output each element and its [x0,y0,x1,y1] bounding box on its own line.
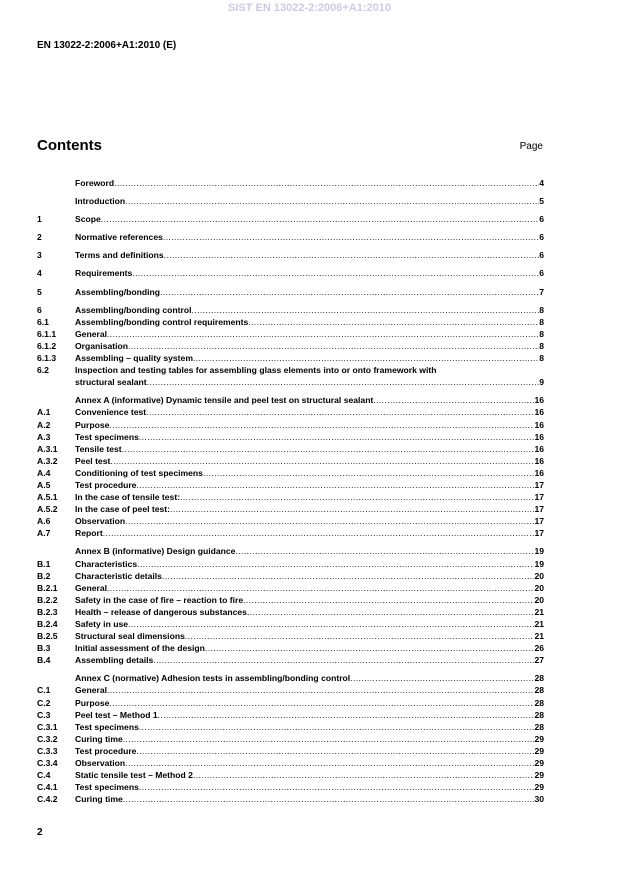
toc-entry-number: 6 [37,304,42,315]
toc-leader-dots [247,606,534,618]
toc-entry-number: C.2 [37,697,51,708]
toc-entry-page: 27 [534,655,544,666]
toc-entry[interactable] [37,231,544,243]
toc-entry-title: Static tensile test – Method 2 [75,770,193,781]
toc-entry-title: Observation [75,516,126,527]
toc-entry[interactable] [37,709,544,721]
toc-leader-dots [107,328,539,340]
toc-entry-title: Report [75,528,103,539]
toc-entry-title: Safety in the case of fire – reaction to fire [75,594,244,605]
toc-entry-title: In the case of peel test: [75,504,171,515]
toc-entry[interactable] [37,286,544,298]
toc-entry-page: 8 [539,304,544,315]
toc-entry[interactable] [37,195,544,207]
toc-entry-page: 17 [534,516,544,527]
toc-entry-number: B.2.3 [37,606,58,617]
toc-entry-title: Tensile test [75,443,122,454]
toc-entry-title: Test specimens [75,782,139,793]
toc-entry-title: Curing time [75,794,123,805]
toc-entry-page: 6 [539,268,544,279]
page-column-label: Page [519,141,543,152]
toc-leader-dots [192,304,540,316]
toc-entry[interactable] [37,745,544,757]
toc-entry-page: 16 [534,419,544,430]
toc-entry-title: Purpose [75,697,110,708]
toc-leader-dots [153,654,534,666]
toc-entry-title: Test specimens [75,431,139,442]
toc-entry-number: A.3 [37,431,51,442]
toc-entry-number: A.5.1 [37,492,58,503]
toc-entry-page: 16 [534,443,544,454]
toc-entry-number: C.1 [37,685,51,696]
toc-entry[interactable] [37,213,544,225]
toc-entry-number: B.2.5 [37,631,58,642]
toc-entry-page: 19 [534,558,544,569]
toc-entry-number: A.2 [37,419,51,430]
document-id: EN 13022-2:2006+A1:2010 (E) [37,40,177,51]
toc-leader-dots [139,431,535,443]
toc-entry[interactable] [37,545,544,557]
toc-entry[interactable] [37,642,544,654]
toc-leader-dots [163,231,539,243]
toc-entry-number: C.4 [37,770,51,781]
toc-entry-number: A.6 [37,516,51,527]
toc-entry-title: Characteristics [75,558,138,569]
toc-entry[interactable] [37,443,544,455]
toc-entry[interactable] [37,177,544,189]
toc-entry-page: 28 [534,697,544,708]
toc-entry[interactable] [37,515,544,527]
toc-entry-page: 6 [539,250,544,261]
toc-entry-title: Characteristic details [75,570,162,581]
toc-leader-dots [164,249,540,261]
toc-entry-number: C.3.1 [37,721,58,732]
toc-entry[interactable] [37,364,544,376]
toc-entry-title: Annex C (normative) Adhesion tests in assembling/bonding control [75,673,351,684]
toc-leader-dots [373,394,534,406]
toc-entry-page: 20 [534,594,544,605]
toc-leader-dots [139,721,535,733]
toc-entry-title: Peel test [75,455,111,466]
toc-leader-dots [248,316,539,328]
toc-entry-page: 7 [539,286,544,297]
toc-entry-number: A.3.1 [37,443,58,454]
toc-entry-number: 6.1.3 [37,353,57,364]
toc-entry[interactable] [37,769,544,781]
toc-entry[interactable] [37,733,544,745]
toc-leader-dots [123,793,535,805]
toc-leader-dots [193,769,534,781]
toc-entry-number: 1 [37,214,42,225]
toc-entry-number: 6.1.2 [37,340,57,351]
toc-entry-page: 8 [539,353,544,364]
toc-entry-number: B.2.4 [37,619,58,629]
toc-entry[interactable] [37,340,544,352]
toc-leader-dots [180,491,534,503]
toc-leader-dots [110,455,534,467]
toc-leader-dots [103,527,535,539]
toc-leader-dots [137,558,534,570]
toc-entry[interactable] [37,594,544,606]
toc-entry-title: Test procedure [75,745,137,756]
toc-entry-page: 9 [539,377,544,388]
toc-entry-number: A.5.2 [37,504,58,515]
toc-entry-title: Foreword [75,178,115,188]
toc-leader-dots [146,406,534,418]
toc-entry-title: Assembling details [75,655,154,666]
toc-entry-page: 17 [534,528,544,539]
toc-entry-page: 8 [539,316,544,327]
toc-leader-dots [122,443,535,455]
toc-entry-page: 6 [539,232,544,243]
toc-entry-page: 29 [534,770,544,781]
toc-entry-page: 16 [534,407,544,418]
toc-entry-page: 28 [534,685,544,696]
toc-entry-number: 5 [37,286,42,297]
toc-entry-page: 30 [534,794,544,805]
toc-entry[interactable] [37,267,544,279]
toc-leader-dots [101,213,539,225]
toc-entry-page: 16 [534,395,544,406]
toc-leader-dots [107,582,534,594]
toc-entry-page: 6 [539,214,544,225]
toc-leader-dots [193,352,539,364]
toc-leader-dots [185,630,535,642]
toc-entry-title: Initial assessment of the design [75,643,205,654]
toc-entry-number: 4 [37,268,42,279]
toc-entry-title: General [75,685,108,696]
toc-entry-title: Annex B (informative) Design guidance [75,546,236,557]
toc-entry-title: Scope [75,214,101,225]
toc-entry-page: 5 [539,196,544,207]
toc-entry[interactable] [37,721,544,733]
toc-entry[interactable] [37,793,544,805]
toc-entry[interactable] [37,352,544,364]
toc-entry[interactable] [37,570,544,582]
toc-leader-dots [128,618,534,630]
toc-entry-page: 29 [534,733,544,744]
toc-entry-page: 21 [534,606,544,617]
toc-leader-dots [350,672,534,684]
toc-entry-title: In the case of tensile test: [75,492,181,503]
toc-entry-page: 16 [534,431,544,442]
toc-entry[interactable] [37,419,544,431]
toc-entry-number: 6.1 [37,316,49,327]
toc-leader-dots [136,745,534,757]
toc-entry-title: Assembling/bonding control [75,304,192,315]
toc-entry[interactable] [37,618,544,630]
toc-entry-number: B.2.2 [37,594,58,605]
toc-entry[interactable] [37,582,544,594]
toc-entry-number: 6.1.1 [37,328,57,339]
toc-entry-number: C.3.3 [37,745,58,756]
toc-entry[interactable] [37,431,544,443]
toc-entry-title: Observation [75,758,126,769]
toc-entry-title: Test procedure [75,479,137,490]
toc-entry-number: C.3.4 [37,758,58,769]
toc-entry[interactable] [37,672,544,684]
toc-entry-title: Safety in use [75,619,129,629]
toc-leader-dots [132,267,539,279]
toc-entry-number: B.2.1 [37,582,58,593]
toc-entry-page: 16 [534,455,544,466]
toc-leader-dots [114,177,539,189]
toc-entry-number: B.2 [37,570,51,581]
toc-entry-title: Inspection and testing tables for assembling glass elements into or onto framework with [75,365,437,376]
toc-leader-dots [136,479,534,491]
toc-entry-number: B.4 [37,655,51,666]
toc-leader-dots [107,684,534,696]
toc-entry-title: structural sealant [75,377,147,388]
toc-entry[interactable] [37,503,544,515]
toc-entry-page: 17 [534,479,544,490]
toc-entry[interactable] [37,684,544,696]
toc-entry[interactable] [37,697,544,709]
toc-leader-dots [139,781,535,793]
toc-entry-page: 17 [534,492,544,503]
toc-entry-page: 29 [534,745,544,756]
toc-entry-title: Health – release of dangerous substances [75,606,247,617]
toc-entry-page: 4 [539,178,544,188]
toc-leader-dots [109,419,534,431]
toc-leader-dots [125,515,534,527]
toc-entry-page: 20 [534,582,544,593]
toc-entry-number: C.3.2 [37,733,58,744]
toc-entry[interactable] [37,654,544,666]
toc-entry-number: C.3 [37,709,51,720]
toc-entry-title: Normative references [75,232,163,243]
page-number: 2 [37,827,43,838]
toc-entry-title: Structural seal dimensions [75,631,185,642]
toc-entry-page: 16 [534,467,544,478]
toc-entry-number: 6.2 [37,365,49,376]
toc-entry-title: Conditioning of test specimens [75,467,203,478]
toc-leader-dots [160,286,539,298]
toc-entry-page: 29 [534,782,544,793]
toc-entry-title: Assembling – quality system [75,353,193,364]
toc-entry-title: Convenience test [75,407,147,418]
toc-entry-title: Curing time [75,733,123,744]
toc-entry-number: A.5 [37,479,51,490]
toc-entry[interactable] [37,455,544,467]
toc-entry[interactable] [37,606,544,618]
toc-entry[interactable] [37,328,544,340]
toc-leader-dots [158,709,535,721]
toc-entry-title: Purpose [75,419,110,430]
toc-entry-number: A.3.2 [37,455,58,466]
toc-entry-title: Assembling/bonding [75,286,160,297]
toc-entry-number: A.7 [37,528,51,539]
toc-entry-title: Annex A (informative) Dynamic tensile and peel test on structural sealant [75,395,374,406]
toc-entry-number: B.1 [37,558,51,569]
toc-entry-page: 29 [534,758,544,769]
toc-entry[interactable] [37,249,544,261]
toc-entry-title: Peel test – Method 1 [75,709,158,720]
toc-entry-title: Organisation [75,340,129,351]
toc-entry-title: General [75,328,108,339]
toc-entry-number: C.4.1 [37,782,58,793]
toc-entry-page: 8 [539,340,544,351]
toc-entry-page: 28 [534,709,544,720]
toc-leader-dots [128,340,539,352]
toc-entry-title: Introduction [75,196,126,207]
toc-entry-number: A.4 [37,467,51,478]
toc-entry-number: A.1 [37,407,51,418]
toc-entry-title: General [75,582,108,593]
toc-entry-page: 28 [534,721,544,732]
toc-entry[interactable] [37,630,544,642]
toc-entry-page: 21 [534,631,544,642]
toc-entry[interactable] [37,781,544,793]
toc-leader-dots [243,594,534,606]
toc-entry[interactable] [37,479,544,491]
toc-entry[interactable] [37,757,544,769]
toc-entry[interactable] [37,491,544,503]
toc-entry[interactable] [37,558,544,570]
toc-leader-dots [205,642,535,654]
toc-entry-number: B.3 [37,643,51,654]
toc-leader-dots [170,503,534,515]
toc-leader-dots [162,570,535,582]
toc-entry-number: 3 [37,250,42,261]
toc-leader-dots [125,195,539,207]
toc-leader-dots [123,733,535,745]
page-title: Contents [37,137,102,154]
toc-entry-page: 28 [534,673,544,684]
toc-leader-dots [125,757,534,769]
toc-entry[interactable] [37,376,544,388]
toc-entry-number: C.4.2 [37,794,58,805]
watermark: SIST EN 13022-2:2006+A1:2010 [228,2,391,14]
toc-entry[interactable] [37,406,544,418]
toc-entry-page: 17 [534,504,544,515]
toc-leader-dots [109,697,534,709]
toc-entry-page: 21 [534,619,544,629]
toc-entry-page: 20 [534,570,544,581]
toc-entry-page: 26 [534,643,544,654]
toc-entry[interactable] [37,304,544,316]
toc-entry-page: 8 [539,328,544,339]
toc-leader-dots [235,545,534,557]
toc-entry-title: Test specimens [75,721,139,732]
toc-entry[interactable] [37,394,544,406]
toc-entry[interactable] [37,527,544,539]
toc-leader-dots [203,467,534,479]
toc-entry-number: 2 [37,232,42,243]
table-of-contents [37,177,544,805]
toc-entry[interactable] [37,467,544,479]
toc-entry-page: 19 [534,546,544,557]
toc-entry[interactable] [37,316,544,328]
toc-entry-title: Requirements [75,268,133,279]
toc-entry-title: Terms and definitions [75,250,164,261]
toc-leader-dots [147,376,540,388]
toc-entry-title: Assembling/bonding control requirements [75,316,249,327]
